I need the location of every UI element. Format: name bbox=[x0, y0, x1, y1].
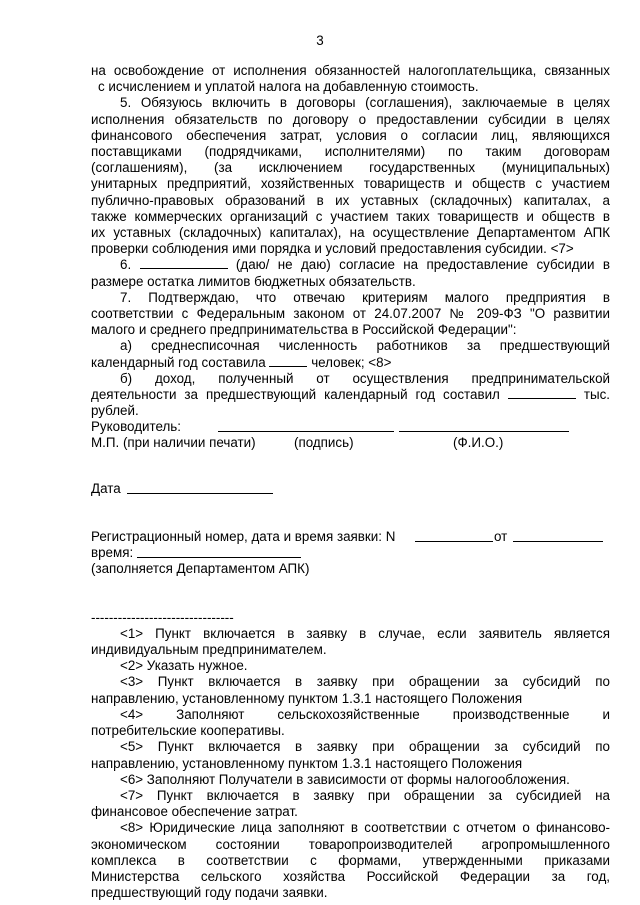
registration-date-blank[interactable] bbox=[513, 530, 603, 542]
clause-5-line: проверки соблюдения ими порядка и условий предоставления субсидии. <7> bbox=[91, 241, 574, 257]
text-line: на освобождение от исполнения обязанностей налогоплательщика, связанных bbox=[91, 63, 610, 78]
footnote-line: <3> Пункт включается в заявку при обращении за субсидий по bbox=[120, 674, 610, 690]
footnote-line: <1> Пункт включается в заявку в случае, если заявитель является bbox=[120, 625, 610, 641]
footnote-divider: -------------------------------- bbox=[91, 609, 234, 625]
subclause-a-line: календарный год составила человек; <8> bbox=[91, 354, 392, 370]
registration-from-label: от bbox=[494, 529, 508, 545]
page-number: 3 bbox=[316, 33, 324, 48]
signature-blank[interactable] bbox=[218, 420, 394, 432]
clause-5-line: также коммерческих организаций с участием таких товариществ и обществ в bbox=[91, 208, 610, 224]
filled-by-note: (заполняется Департаментом АПК) bbox=[91, 561, 310, 577]
footnote-line: экономическом состоянии товаропроизводителей агропромышленного bbox=[91, 836, 610, 852]
footnote-line: предшествующий году подачи заявки. bbox=[91, 885, 328, 901]
footnote-line: комплекса в соответствии с формами, утвержденными приказами bbox=[91, 852, 610, 868]
date-label: Дата bbox=[91, 481, 121, 497]
clause-5-line: (соглашениям), (за исключением государственных (муниципальных) bbox=[91, 160, 610, 176]
time-blank[interactable] bbox=[137, 546, 301, 558]
footnote-line: потребительские кооперативы. bbox=[91, 723, 285, 739]
clause-7-line: 7. Подтверждаю, что отвечаю критериям малого предприятия в bbox=[120, 289, 610, 305]
income-blank[interactable] bbox=[508, 387, 576, 399]
clause-6-line: 6. (даю/ не даю) согласие на предоставление субсидии в bbox=[120, 257, 610, 273]
registration-label: Регистрационный номер, дата и время заявки: N bbox=[91, 529, 396, 545]
date-line bbox=[91, 481, 610, 497]
signature-lines bbox=[91, 419, 610, 435]
clause-5-line: унитарных предприятий, хозяйственных товариществ и обществ с участием bbox=[91, 176, 610, 192]
time-line bbox=[91, 545, 610, 561]
footnote-line: направлению, установленному пунктом 1.3.1 настоящего Положения bbox=[91, 755, 523, 771]
registration-line bbox=[91, 529, 610, 545]
time-label: время: bbox=[91, 545, 134, 561]
consent-blank[interactable] bbox=[140, 257, 228, 269]
employees-count-blank[interactable] bbox=[269, 355, 307, 367]
subclause-b-line: деятельности за предшествующий календарный год составил тыс. bbox=[91, 387, 610, 403]
footnote-line: направлению, установленному пунктом 1.3.1 настоящего Положения bbox=[91, 690, 523, 706]
clause-5-line: их уставных (складочных) капиталах), на осуществление Департаментом АПК bbox=[91, 225, 610, 241]
footnote-line: <4> Заполняют сельскохозяйственные производственные и bbox=[120, 706, 610, 722]
text-line: с исчислением и уплатой налога на добавленную стоимость. bbox=[98, 79, 479, 95]
footnote-line: индивидуальным предпринимателем. bbox=[91, 642, 327, 658]
footnote-line: <7> Пункт включается в заявку при обращении за субсидией на bbox=[120, 787, 610, 803]
full-name-caption: (Ф.И.О.) bbox=[453, 435, 504, 451]
footnote-line: <5> Пункт включается в заявку при обращении за субсидий по bbox=[120, 739, 610, 755]
stamp-caption: М.П. (при наличии печати) bbox=[91, 435, 256, 451]
full-name-blank[interactable] bbox=[399, 420, 569, 432]
signature-caption: (подпись) bbox=[294, 435, 354, 451]
subclause-a-line: а) среднесписочная численность работников за предшествующий bbox=[120, 338, 610, 354]
subclause-b-line: рублей. bbox=[91, 403, 139, 419]
clause-5-line: 5. Обязуюсь включить в договоры (соглашения), заключаемые в целях bbox=[120, 95, 610, 111]
clause-5-line: поставщиками (подрядчиками, исполнителями) по таким договорам bbox=[91, 144, 610, 160]
footnote-line: Министерства сельского хозяйства Российской Федерации за год, bbox=[91, 868, 610, 884]
subclause-b-line: б) доход, полученный от осуществления предпринимательской bbox=[120, 370, 610, 386]
head-label: Руководитель: bbox=[91, 419, 181, 435]
footnote-line: <8> Юридические лица заполняют в соответствии с отчетом о финансово- bbox=[120, 820, 610, 836]
clause-7-line: малого и среднего предпринимательства в Российской Федерации": bbox=[91, 322, 517, 338]
signature-captions bbox=[91, 435, 610, 451]
registration-number-blank[interactable] bbox=[415, 530, 493, 542]
clause-5-line: финансового обеспечения затрат, условия о согласии лиц, являющихся bbox=[91, 127, 610, 143]
footnote-line: <2> Указать нужное. bbox=[120, 658, 248, 674]
clause-6-line: размере остатка лимитов бюджетных обязательств. bbox=[91, 273, 416, 289]
footnote-line: <6> Заполняют Получатели в зависимости от формы налогообложения. bbox=[120, 771, 570, 787]
clause-5-line: публично-правовых образований в их уставных (складочных) капиталах, а bbox=[91, 192, 610, 208]
clause-5-line: исполнения обязательств по договору о предоставлении субсидии в целях bbox=[91, 111, 610, 127]
document-body bbox=[91, 63, 610, 901]
clause-7-line: соответствии с Федеральным законом от 24.07.2007 № 209-ФЗ "О развитии bbox=[91, 306, 610, 322]
date-blank[interactable] bbox=[127, 482, 273, 494]
footnote-line: финансовое обеспечение затрат. bbox=[91, 804, 298, 820]
